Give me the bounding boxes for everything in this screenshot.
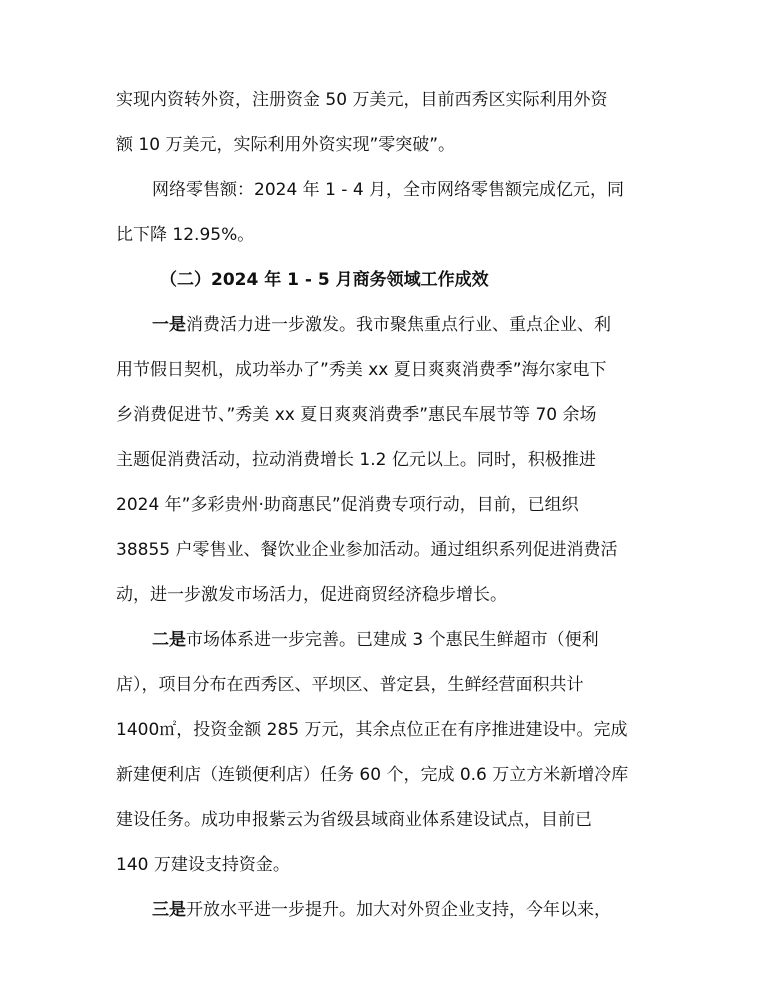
paragraph-line: 38855 户零售业、餐饮业企业参加活动。通过组织系列促进消费活 xyxy=(116,540,618,560)
paragraph-line: 用节假日契机，成功举办了”秀美 xx 夏日爽爽消费季”海尔家电下 xyxy=(116,360,607,380)
paragraph-line: 店），项目分布在西秀区、平坝区、普定县，生鲜经营面积共计 xyxy=(116,675,584,695)
document-page xyxy=(116,78,648,933)
paragraph-line: 1400㎡，投资金额 285 万元，其余点位正在有序推进建设中。完成 xyxy=(116,720,628,740)
paragraph-text: 开放水平进一步提升。加大对外贸企业支持，今年以来， xyxy=(186,900,611,920)
paragraph-line: 乡消费促进节、”秀美 xx 夏日爽爽消费季”惠民车展节等 70 余场 xyxy=(116,405,597,425)
paragraph-line: 140 万建设支持资金。 xyxy=(116,855,290,875)
paragraph-line xyxy=(116,303,648,348)
paragraph-line: 比下降 12.95%。 xyxy=(116,225,255,245)
paragraph-line: 主题促消费活动，拉动消费增长 1.2 亿元以上。同时，积极推进 xyxy=(116,450,596,470)
paragraph-lead: 三是 xyxy=(152,900,186,920)
paragraph-line: 建设任务。成功申报紫云为省级县域商业体系建设试点，目前已 xyxy=(116,810,592,830)
paragraph-lead: 一是 xyxy=(152,315,186,335)
paragraph-lead: 二是 xyxy=(152,630,186,650)
paragraph-text: 消费活力进一步激发。我市聚焦重点行业、重点企业、利 xyxy=(186,315,611,335)
section-heading: （二）2024 年 1 - 5 月商务领域工作成效 xyxy=(160,270,489,290)
paragraph-text: 市场体系进一步完善。已建成 3 个惠民生鲜超市（便利 xyxy=(186,630,599,650)
paragraph-line xyxy=(116,888,648,933)
paragraph-line: 新建便利店（连锁便利店）任务 60 个，完成 0.6 万立方米新增冷库 xyxy=(116,765,629,785)
paragraph-line: 动，进一步激发市场活力，促进商贸经济稳步增长。 xyxy=(116,585,507,605)
paragraph-line xyxy=(116,618,648,663)
paragraph-line: 网络零售额：2024 年 1 - 4 月，全市网络零售额完成亿元，同 xyxy=(152,180,625,200)
paragraph-line: 2024 年”多彩贵州·助商惠民”促消费专项行动，目前，已组织 xyxy=(116,495,579,515)
paragraph-line: 实现内资转外资，注册资金 50 万美元，目前西秀区实际利用外资 xyxy=(116,90,608,110)
paragraph-line: 额 10 万美元，实际利用外资实现”零突破”。 xyxy=(116,135,456,155)
